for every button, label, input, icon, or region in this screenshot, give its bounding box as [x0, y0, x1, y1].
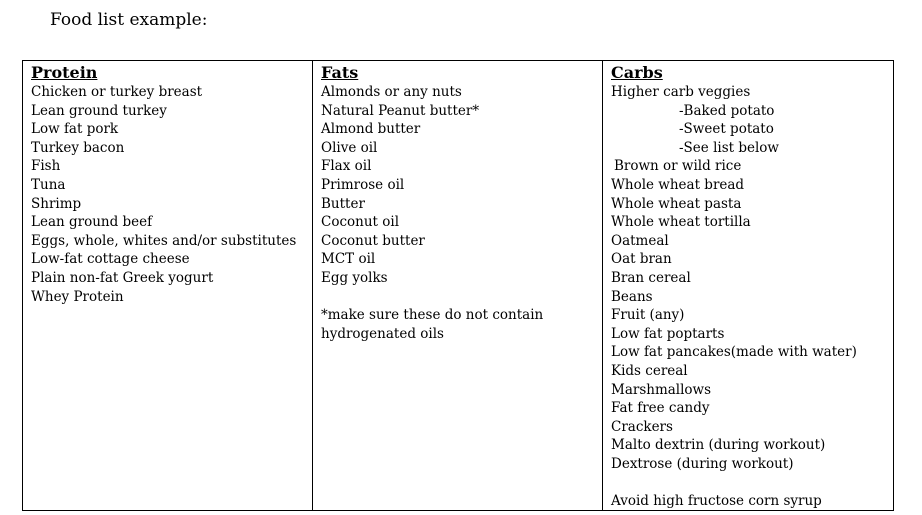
carbs-header: Carbs [611, 63, 663, 82]
carbs-sub-item: -Baked potato [679, 102, 775, 119]
carbs-column [603, 61, 893, 510]
fats-list [321, 83, 602, 343]
carbs-footer-note: Avoid high fructose corn syrup [611, 493, 822, 510]
protein-item: Whey Protein [31, 288, 124, 305]
protein-item: Tuna [31, 176, 66, 193]
fats-header: Fats [321, 63, 359, 82]
carbs-item: Malto dextrin (during workout) [611, 437, 826, 454]
carbs-item: Low fat pancakes(made with water) [611, 344, 857, 361]
carbs-list [611, 83, 893, 510]
fats-note-line: *make sure these do not contain [321, 307, 544, 324]
carbs-item: Brown or wild rice [614, 158, 742, 175]
carbs-item: Bran cereal [611, 269, 691, 286]
carbs-item: Fruit (any) [611, 307, 685, 324]
carbs-item: Crackers [611, 418, 673, 435]
carbs-item: Low fat poptarts [611, 325, 725, 342]
fats-column [313, 61, 603, 510]
fats-item: Almond butter [321, 121, 421, 138]
fats-item: Flax oil [321, 158, 372, 175]
carbs-item: Fat free candy [611, 400, 710, 417]
carbs-sub-item: -See list below [679, 139, 779, 156]
fats-item: Butter [321, 195, 365, 212]
fats-item: Coconut butter [321, 232, 425, 249]
food-list-table [22, 60, 894, 511]
protein-item: Turkey bacon [31, 139, 125, 156]
blank-line [321, 288, 602, 307]
protein-item: Chicken or turkey breast [31, 84, 203, 100]
protein-column [23, 61, 313, 510]
protein-item: Low fat pork [31, 121, 119, 138]
protein-item: Low-fat cottage cheese [31, 251, 190, 268]
fats-item: Primrose oil [321, 176, 405, 193]
carbs-item: Marshmallows [611, 381, 712, 398]
carbs-item: Oatmeal [611, 232, 669, 249]
fats-item: Natural Peanut butter* [321, 102, 480, 119]
fats-item: Olive oil [321, 139, 378, 156]
carbs-item: Beans [611, 288, 653, 305]
blank-line [611, 473, 893, 492]
carbs-item: Dextrose (during workout) [611, 455, 794, 472]
protein-item: Plain non-fat Greek yogurt [31, 269, 214, 286]
carbs-item: Oat bran [611, 251, 672, 268]
fats-item: MCT oil [321, 251, 376, 268]
fats-note-line: hydrogenated oils [321, 325, 444, 342]
protein-item: Lean ground turkey [31, 102, 167, 119]
protein-header: Protein [31, 63, 98, 82]
protein-list [31, 83, 312, 306]
fats-item: Coconut oil [321, 214, 400, 231]
protein-item: Lean ground beef [31, 214, 153, 231]
fats-item: Almonds or any nuts [321, 84, 462, 100]
carbs-item: Kids cereal [611, 362, 688, 379]
carbs-item: Whole wheat bread [611, 176, 745, 193]
document-heading: Food list example: [50, 10, 208, 30]
protein-item: Eggs, whole, whites and/or substitutes [31, 232, 297, 249]
protein-item: Shrimp [31, 195, 82, 212]
fats-item: Egg yolks [321, 269, 388, 286]
carbs-sub-item: -Sweet potato [679, 121, 774, 138]
carbs-intro: Higher carb veggies [611, 84, 751, 100]
carbs-item: Whole wheat pasta [611, 195, 742, 212]
protein-item: Fish [31, 158, 61, 175]
carbs-item: Whole wheat tortilla [611, 214, 751, 231]
